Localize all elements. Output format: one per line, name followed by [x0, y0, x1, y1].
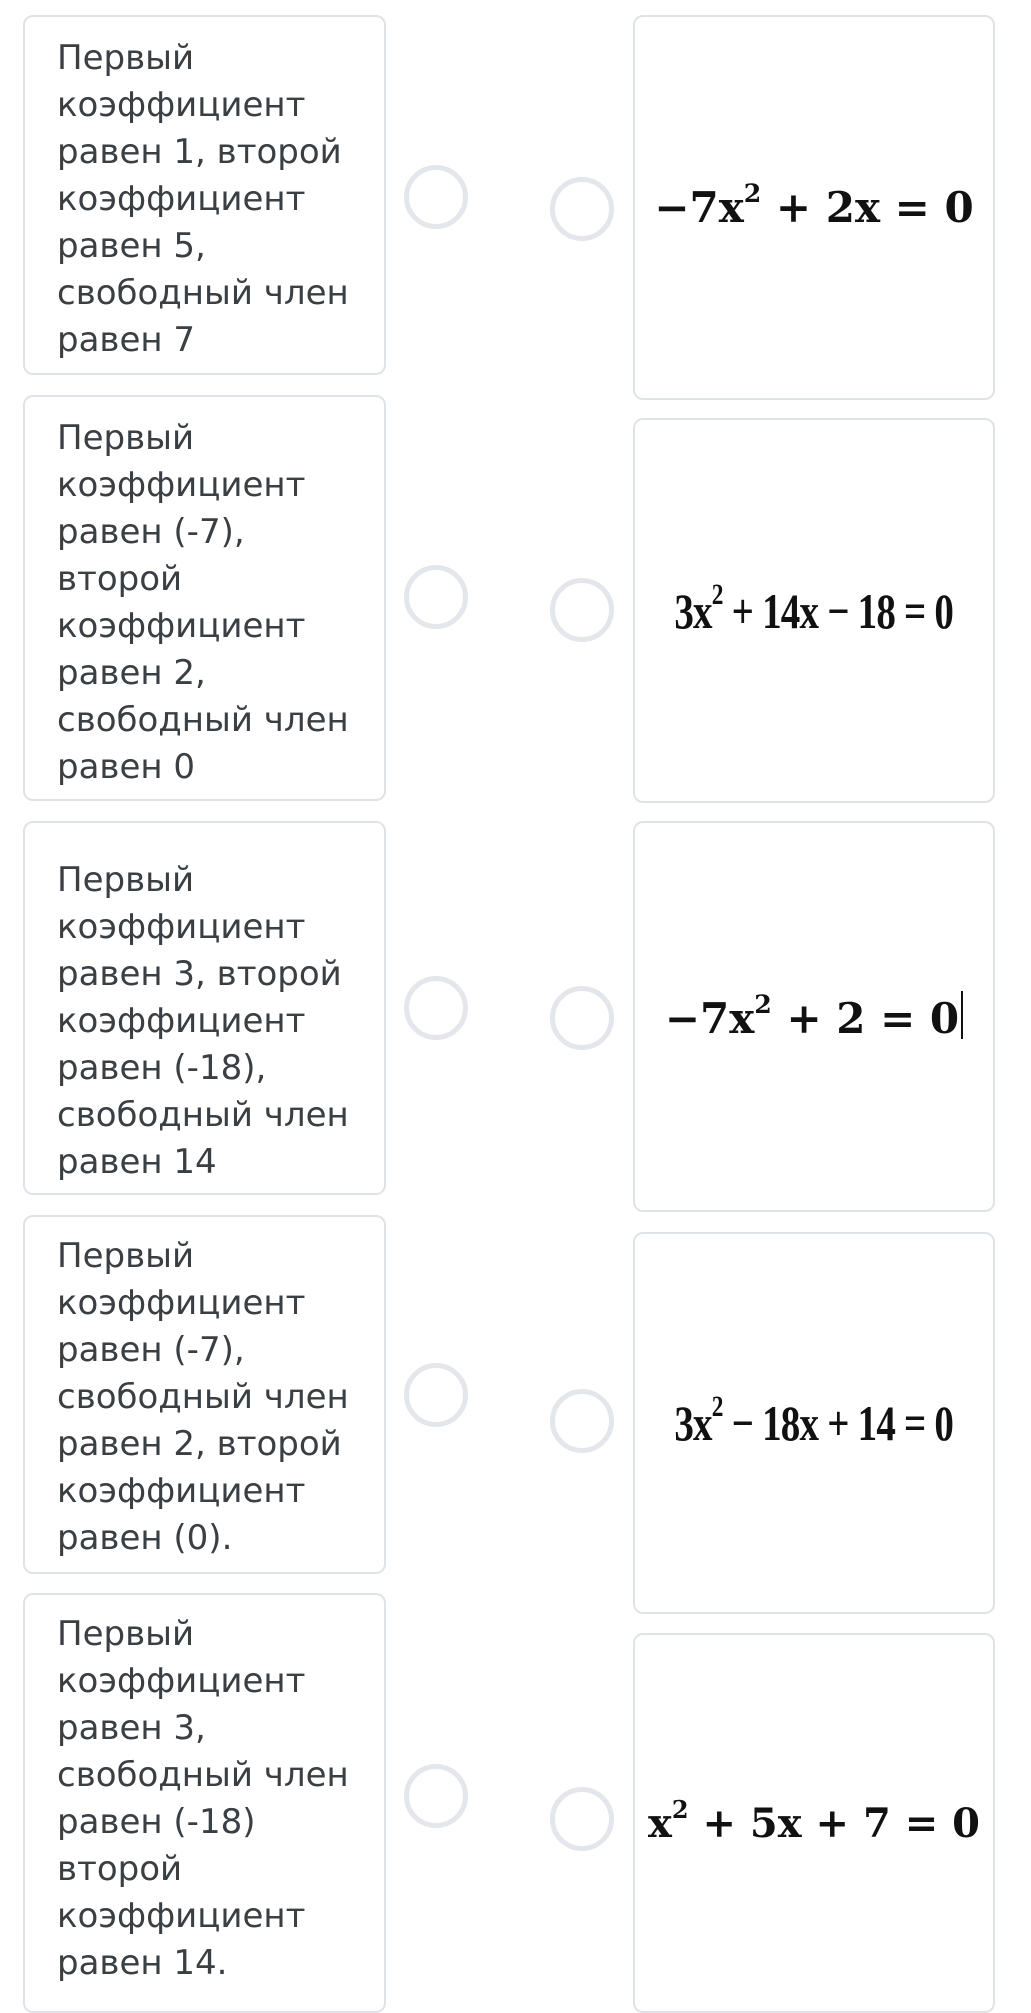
right-radio-1[interactable]	[550, 177, 614, 241]
right-radio-2[interactable]	[550, 578, 614, 642]
right-radio-4[interactable]	[550, 1389, 614, 1453]
right-radio-5[interactable]	[550, 1787, 614, 1851]
right-card-2[interactable]	[633, 418, 995, 803]
left-card-text: Первый коэффициент равен 3, свободный член равен (-18) второй коэффициент равен 14.	[57, 1614, 349, 1983]
equation: $-7x^2 + 2 = 0$	[665, 991, 963, 1043]
left-card-1[interactable]	[23, 15, 386, 375]
right-card-3[interactable]	[633, 821, 995, 1212]
left-card-text: Первый коэффициент равен (-7), свободный член равен 2, второй коэффициент равен (0).	[57, 1236, 349, 1558]
text-cursor	[961, 991, 963, 1039]
left-card-3[interactable]	[23, 821, 386, 1195]
left-card-4[interactable]	[23, 1215, 386, 1574]
left-card-text: Первый коэффициент равен 1, второй коэффициент равен 5, свободный член равен 7	[57, 38, 349, 360]
equation: $x^2 + 5x + 7 = 0$	[647, 1794, 980, 1847]
left-radio-1[interactable]	[404, 165, 468, 229]
equation: $-7x^2 + 2x = 0$	[654, 177, 974, 232]
right-card-1[interactable]	[633, 15, 995, 400]
left-radio-4[interactable]	[404, 1363, 468, 1427]
left-radio-2[interactable]	[404, 565, 468, 629]
left-radio-3[interactable]	[404, 976, 468, 1040]
left-card-text: Первый коэффициент равен 3, второй коэффициент равен (-18), свободный член равен 14	[57, 860, 349, 1182]
right-card-4[interactable]	[633, 1232, 995, 1614]
equation: $3x^2 - 18x + 14 = 0$	[674, 1390, 954, 1451]
left-radio-5[interactable]	[404, 1764, 468, 1828]
right-card-5[interactable]	[633, 1633, 995, 2013]
equation: $3x^2 + 14x - 18 = 0$	[674, 577, 954, 639]
right-radio-3[interactable]	[550, 986, 614, 1050]
left-card-5[interactable]	[23, 1593, 386, 2013]
left-card-2[interactable]	[23, 395, 386, 801]
left-card-text: Первый коэффициент равен (-7), второй коэффициент равен 2, свободный член равен 0	[57, 418, 349, 787]
